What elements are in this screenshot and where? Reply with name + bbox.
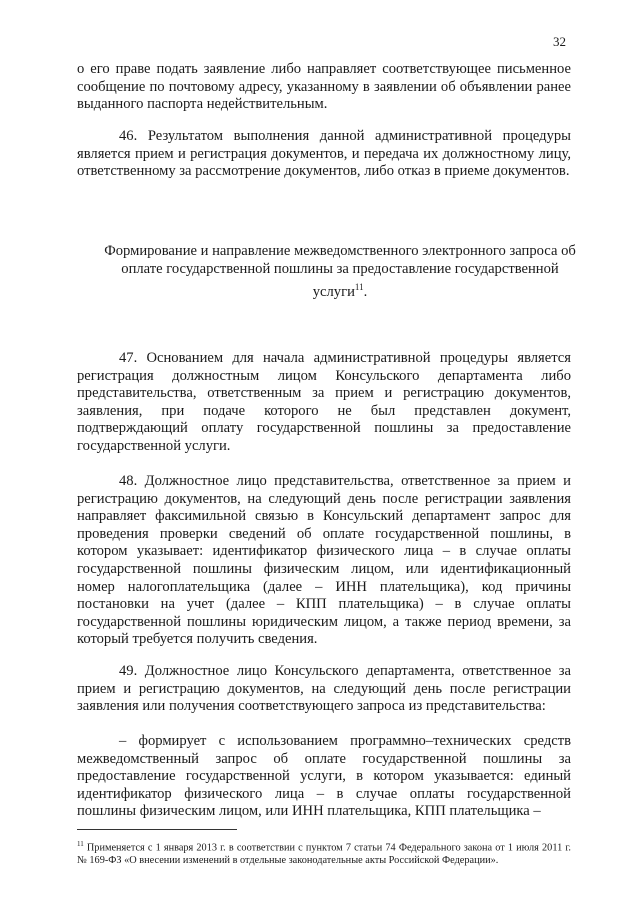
footnote-text: [77, 838, 571, 867]
paragraph-49: [77, 663, 571, 716]
lead-paragraph-text: о его праве подать заявление либо направляет соответствующее письменное сообщение по почтовому адресу, указанному в заявлении об объявлении ранее выданного паспорта недействительным.: [77, 61, 571, 113]
section-heading-end: .: [363, 283, 368, 300]
paragraph-48: [77, 473, 571, 649]
page-number: 32: [553, 34, 566, 49]
footnote-body: Применяется с 1 января 2013 г. в соответствии с пунктом 7 статьи 74 Федерального закона от 1 июля 2011 г. № 169-ФЗ «О внесении изменений в отдельные законодательные акты Российской Федерации».: [77, 842, 571, 867]
paragraph-49-text: 49. Должностное лицо Консульского департамента, ответственное за прием и регистрацию документов, на следующий день после регистрации заявления или получения соответствующего запроса из представительства:: [77, 663, 571, 715]
footnote-divider: [77, 829, 237, 830]
paragraph-47: [77, 350, 571, 456]
paragraph-46-text: 46. Результатом выполнения данной административной процедуры является прием и регистрация документов, и передача их должностному лицу, ответственному за рассмотрение документов, либо отказ в приеме документов.: [77, 128, 571, 180]
dash-list-item: [77, 733, 571, 821]
paragraph-46: [77, 128, 571, 181]
lead-paragraph: [77, 61, 571, 114]
section-heading-text: Формирование и направление межведомственного электронного запроса об оплате государственной пошлины за предоставление государственной услуги: [104, 243, 576, 300]
footnote: [77, 838, 571, 867]
dash-list-item-text: – формирует с использованием программно–технических средств межведомственный запрос об оплате государственной пошлины за предоставление государственной услуги, в котором указывается: единый идентификатор физического лица – в случае оплаты государственной пошлины физическим лицом, или ИНН плательщика, КПП плательщика –: [77, 733, 571, 820]
section-heading: [100, 242, 580, 301]
paragraph-48-text: 48. Должностное лицо представительства, ответственное за прием и регистрацию документов, на следующий день после регистрации заявления направляет факсимильной связью в Консульский департамент запрос для проведения проверки сведений об оплате государственной пошлины, в котором указывает: идентификатор физического лица – в случае оплаты государственной пошлины физическим лицом, или идентификационный номер налогоплательщика (далее – ИНН плательщика), код причины постановки на учет (далее – КПП плательщика) – в случае оплаты государственной пошлины юридическим лицом, а также период времени, за который требуется получить сведения.: [77, 473, 571, 648]
footnote-marker: 11: [77, 840, 84, 848]
paragraph-47-text: 47. Основанием для начала административной процедуры является регистрация должностным лицом Консульского департамента либо представительства, ответственным за прием и регистрацию документов, заявления, при подаче которого не был представлен документ, подтверждающий оплату государственной пошлины за предоставление государственной услуги.: [77, 350, 571, 454]
footnote-reference: 11: [354, 282, 364, 292]
